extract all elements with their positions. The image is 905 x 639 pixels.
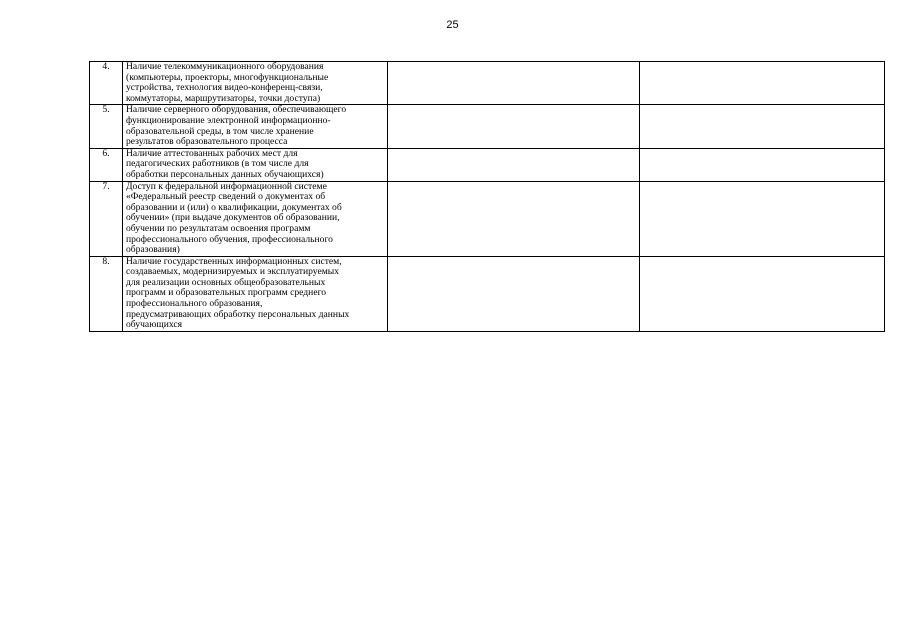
description-line: образовании и (или) о квалификации, документах об xyxy=(126,201,342,213)
description-line: устройства, технология видео-конференц-связи, xyxy=(126,82,323,94)
page-number: 25 xyxy=(446,19,459,31)
description-line: функционирование электронной информационно- xyxy=(126,114,331,126)
table-row xyxy=(90,256,885,331)
empty-cell xyxy=(388,105,640,148)
row-number: 7. xyxy=(90,181,123,256)
row-description xyxy=(123,181,388,256)
description-line: Доступ к федеральной информационной системе xyxy=(126,180,327,192)
row-number: 5. xyxy=(90,105,123,148)
empty-cell xyxy=(640,148,885,181)
row-description xyxy=(123,256,388,331)
description-line: Наличие аттестованных рабочих мест для xyxy=(126,147,298,159)
description-line: предусматривающих обработку персональных данных xyxy=(126,308,350,320)
description-line: создаваемых, модернизируемых и эксплуатируемых xyxy=(126,266,340,278)
description-line: программ и образовательных программ среднего xyxy=(126,287,327,299)
row-number: 6. xyxy=(90,148,123,181)
description-line: обучении по результатам освоения программ xyxy=(126,222,311,234)
description-line: обучающихся xyxy=(126,319,183,331)
description-line: Наличие телекоммуникационного оборудования xyxy=(126,61,324,72)
table-row xyxy=(90,181,885,256)
empty-cell xyxy=(388,181,640,256)
description-line: обработки персональных данных обучающихся) xyxy=(126,168,324,180)
description-line: «Федеральный реестр сведений о документах об xyxy=(126,191,326,203)
description-line: Наличие государственных информационных систем, xyxy=(126,255,342,267)
description-line: педагогических работников (в том числе для xyxy=(126,158,309,170)
row-number: 4. xyxy=(90,62,123,105)
empty-cell xyxy=(640,105,885,148)
description-line: для реализации основных общеобразовательных xyxy=(126,276,326,288)
description-line: образования) xyxy=(126,244,180,256)
description-line: обучении» (при выдаче документов об образовании, xyxy=(126,212,340,224)
empty-cell xyxy=(388,148,640,181)
description-line: профессионального образования, xyxy=(126,298,263,310)
requirements-table xyxy=(89,61,885,332)
empty-cell xyxy=(640,181,885,256)
row-description xyxy=(123,62,388,105)
row-description xyxy=(123,105,388,148)
row-number: 8. xyxy=(90,256,123,331)
description-line: результатов образовательного процесса xyxy=(126,136,288,148)
empty-cell xyxy=(640,62,885,105)
description-line: коммутаторы, маршрутизаторы, точки доступа) xyxy=(126,92,321,104)
description-line: профессионального обучения, профессионального xyxy=(126,233,333,245)
row-description xyxy=(123,148,388,181)
table-row xyxy=(90,62,885,105)
empty-cell xyxy=(640,256,885,331)
table-row xyxy=(90,105,885,148)
description-line: (компьютеры, проекторы, многофункциональные xyxy=(126,71,329,83)
empty-cell xyxy=(388,256,640,331)
description-line: Наличие серверного оборудования, обеспечивающего xyxy=(126,104,347,116)
table-row xyxy=(90,148,885,181)
empty-cell xyxy=(388,62,640,105)
description-line: образовательной среды, в том числе хранение xyxy=(126,125,314,137)
